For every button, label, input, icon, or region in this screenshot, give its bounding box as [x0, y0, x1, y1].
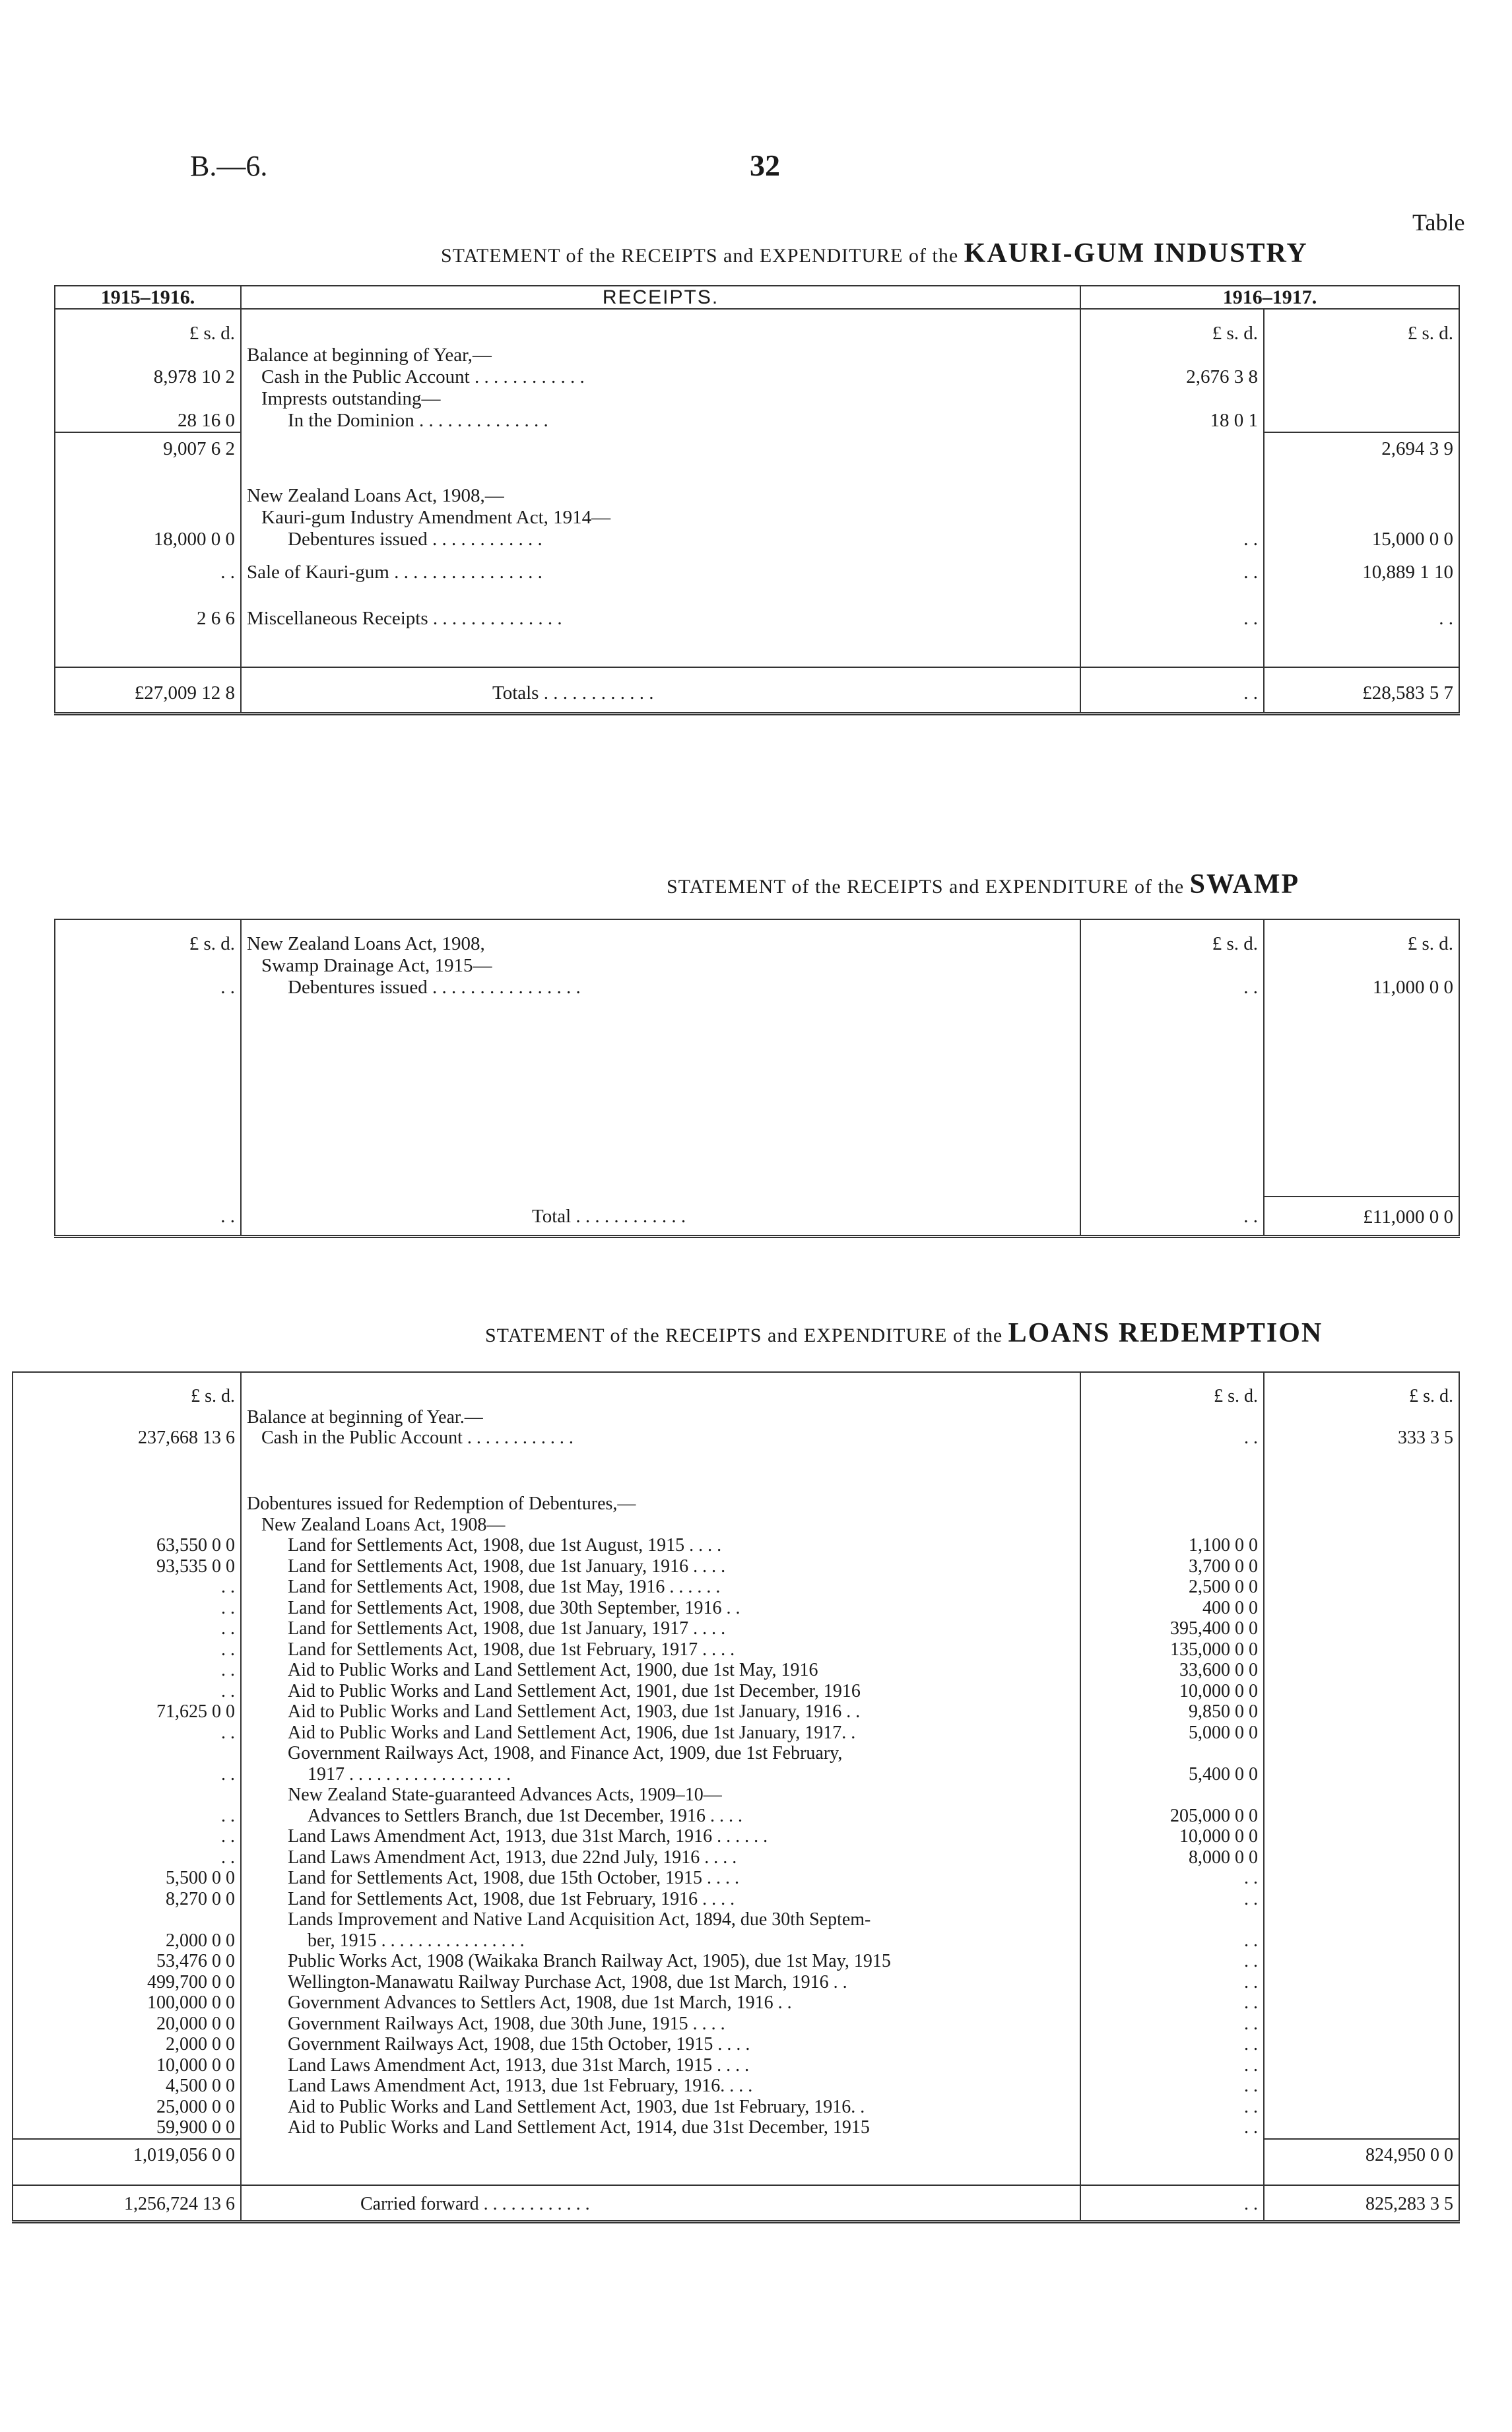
- total-left: £27,009 12 8: [55, 667, 241, 713]
- left-cell: [55, 955, 241, 977]
- table-row: [13, 1454, 1459, 1494]
- desc-cell: Cash in the Public Account . . . . . . . . . . . .: [261, 1428, 574, 1448]
- desc-cell: 1917 . . . . . . . . . . . . . . . . . .: [308, 1763, 511, 1785]
- desc-cell: Balance at beginning of Year.—: [247, 1406, 483, 1428]
- left-cell: [55, 388, 241, 410]
- desc-cell: Balance at beginning of Year,—: [247, 345, 492, 366]
- kauri-title-prefix: STATEMENT of the RECEIPTS and EXPENDITURE of the: [441, 245, 959, 267]
- left-cell: [55, 485, 241, 507]
- desc-cell: [241, 2139, 1080, 2185]
- left-cell: 10,000 0 0: [13, 2055, 241, 2076]
- right-cell: [1264, 345, 1459, 366]
- desc-cell: Government Railways Act, 1908, and Finance Act, 1909, due 1st February,: [288, 1743, 843, 1763]
- right-cell: [1264, 1577, 1459, 1598]
- desc-cell: Miscellaneous Receipts . . . . . . . . . . . . . .: [247, 608, 562, 629]
- left-cell: 63,550 0 0: [13, 1535, 241, 1556]
- desc-cell: [241, 432, 1080, 485]
- swamp-debentures: Debentures issued . . . . . . . . . . . . . . . .: [288, 977, 581, 998]
- desc-cell: Government Railways Act, 1908, due 30th June, 1915 . . . .: [288, 2013, 725, 2034]
- desc-cell: Aid to Public Works and Land Settlement Act, 1900, due 1st May, 1916: [288, 1660, 818, 1680]
- right-cell: [1264, 1598, 1459, 1619]
- mid-cell: [1080, 1515, 1264, 1536]
- mid-cell: . .: [1080, 1972, 1264, 1993]
- left-cell: 2,000 0 0: [13, 2034, 241, 2055]
- left-cell: . .: [13, 1723, 241, 1744]
- left-cell: 499,700 0 0: [13, 1972, 241, 1993]
- left-cell: . .: [13, 1639, 241, 1660]
- left-cell: 5,500 0 0: [13, 1868, 241, 1889]
- table-row: [13, 1743, 1459, 1764]
- left-cell: 1,019,056 0 0: [13, 2139, 241, 2185]
- left-cell: [13, 1909, 241, 1930]
- table-row: [13, 2097, 1459, 2118]
- units-left: £ s. d.: [55, 919, 241, 955]
- kauri-header-row: [55, 286, 1459, 309]
- right-cell: [1264, 388, 1459, 410]
- right-cell: [1264, 955, 1459, 977]
- table-row: [55, 955, 1459, 977]
- units-right: £ s. d.: [1407, 323, 1453, 344]
- table-row: [13, 1515, 1459, 1536]
- total-right: £28,583 5 7: [1264, 667, 1459, 713]
- mid-cell: 5,000 0 0: [1080, 1723, 1264, 1744]
- total-mid: . .: [1080, 2185, 1264, 2222]
- col-1916-1917: 1916–1917.: [1080, 286, 1459, 309]
- table-row: [55, 485, 1459, 507]
- left-cell: . .: [13, 1764, 241, 1785]
- mid-cell: [1080, 2139, 1264, 2185]
- table-row: [13, 1556, 1459, 1577]
- right-cell: [1264, 1806, 1459, 1827]
- table-row: [13, 1618, 1459, 1639]
- right-cell: 333 3 5: [1398, 1428, 1453, 1448]
- kauri-statement-title: [441, 238, 1308, 269]
- desc-cell: Land for Settlements Act, 1908, due 1st February, 1916 . . . .: [288, 1888, 735, 1909]
- table-row: [13, 1806, 1459, 1827]
- spacer-cell: [241, 1372, 1080, 1407]
- table-row: [55, 562, 1459, 608]
- mid-cell: . .: [1080, 2055, 1264, 2076]
- total-label: Totals . . . . . . . . . . . .: [241, 667, 1080, 713]
- desc-cell: [241, 999, 1080, 1197]
- right-cell: [1264, 366, 1459, 388]
- table-row: [55, 388, 1459, 410]
- desc-cell: ber, 1915 . . . . . . . . . . . . . . . .: [308, 1930, 525, 1951]
- units-left: £ s. d.: [55, 309, 241, 345]
- units-mid: £ s. d.: [1080, 1372, 1264, 1407]
- kauri-total-row: [55, 667, 1459, 713]
- desc-cell: [241, 1454, 1080, 1494]
- left-cell: [55, 999, 241, 1197]
- right-cell: [1264, 999, 1459, 1197]
- col-1915-1916: 1915–1916.: [55, 286, 241, 309]
- desc-cell: New Zealand Loans Act, 1908—: [261, 1514, 506, 1535]
- loans-carried-forward-row: [13, 2185, 1459, 2222]
- desc-cell: Aid to Public Works and Land Settlement Act, 1901, due 1st December, 1916: [288, 1680, 861, 1701]
- table-row: [55, 410, 1459, 432]
- mid-cell: . .: [1080, 529, 1264, 562]
- desc-cell: Land for Settlements Act, 1908, due 15th October, 1915 . . . .: [288, 1868, 739, 1888]
- mid-cell: . .: [1080, 2014, 1264, 2035]
- swamp-first-desc: New Zealand Loans Act, 1908,: [247, 933, 485, 954]
- left-cell: . .: [13, 1826, 241, 1847]
- units-right: £ s. d.: [1409, 1386, 1453, 1406]
- table-row: [13, 1889, 1459, 1910]
- desc-cell: Land for Settlements Act, 1908, due 1st May, 1916 . . . . . .: [288, 1577, 721, 1597]
- right-cell: [1264, 2034, 1459, 2055]
- swamp-total-row: [55, 1197, 1459, 1236]
- left-cell: [13, 1454, 241, 1494]
- left-cell: . .: [13, 1577, 241, 1598]
- left-cell: [13, 1515, 241, 1536]
- right-cell: [1264, 1972, 1459, 1993]
- left-cell: 18,000 0 0: [55, 529, 241, 562]
- left-cell: . .: [13, 1660, 241, 1681]
- desc-cell: Lands Improvement and Native Land Acquisition Act, 1894, due 30th Septem-: [288, 1909, 871, 1930]
- table-row: [13, 2055, 1459, 2076]
- right-cell: [1264, 2097, 1459, 2118]
- mid-cell: [1080, 1494, 1264, 1515]
- mid-cell: . .: [1080, 1951, 1264, 1972]
- table-row: [13, 1639, 1459, 1660]
- desc-cell: Cash in the Public Account . . . . . . . . . . . .: [261, 366, 585, 387]
- left-cell: 100,000 0 0: [13, 1992, 241, 2014]
- total-label: Total . . . . . . . . . . . .: [241, 1197, 1080, 1236]
- mid-cell: . .: [1080, 1930, 1264, 1952]
- total-mid: . .: [1080, 1197, 1264, 1236]
- left-cell: [13, 1785, 241, 1806]
- left-cell: . .: [13, 1847, 241, 1868]
- left-cell: . .: [13, 1598, 241, 1619]
- units-mid: £ s. d.: [1080, 309, 1264, 345]
- total-label: Carried forward . . . . . . . . . . . .: [241, 2185, 1080, 2222]
- table-row: [13, 1701, 1459, 1723]
- desc-cell: Land Laws Amendment Act, 1913, due 31st March, 1915 . . . .: [288, 2054, 750, 2076]
- left-cell: 53,476 0 0: [13, 1951, 241, 1972]
- right-cell: [1264, 1639, 1459, 1660]
- mid-cell: 2,676 3 8: [1080, 366, 1264, 388]
- swamp-title-prefix: STATEMENT of the RECEIPTS and EXPENDITURE of the: [667, 876, 1185, 898]
- mid-cell: 2,500 0 0: [1080, 1577, 1264, 1598]
- left-cell: . .: [55, 562, 241, 608]
- left-cell: [55, 507, 241, 529]
- mid-cell: 10,000 0 0: [1080, 1826, 1264, 1847]
- desc-cell: Aid to Public Works and Land Settlement Act, 1906, due 1st January, 1917. .: [288, 1722, 856, 1743]
- desc-cell: Debentures issued . . . . . . . . . . . .: [288, 529, 542, 550]
- table-row: [55, 345, 1459, 366]
- right-cell: 15,000 0 0: [1371, 529, 1453, 550]
- desc-cell: Land for Settlements Act, 1908, due 1st August, 1915 . . . .: [288, 1535, 722, 1556]
- mid-cell: [1080, 345, 1264, 366]
- left-cell: . .: [55, 977, 241, 999]
- table-row: [13, 1407, 1459, 1428]
- left-cell: [13, 1494, 241, 1515]
- mid-cell: . .: [1080, 2117, 1264, 2139]
- left-cell: 9,007 6 2: [55, 432, 241, 485]
- table-row: [13, 1972, 1459, 1993]
- right-cell: 824,950 0 0: [1264, 2139, 1459, 2185]
- left-cell: 4,500 0 0: [13, 2076, 241, 2097]
- swamp-statement-title: [667, 869, 1299, 900]
- desc-cell: Imprests outstanding—: [261, 388, 441, 409]
- table-row: [13, 1868, 1459, 1889]
- mid-cell: 400 0 0: [1080, 1598, 1264, 1619]
- desc-cell: New Zealand Loans Act, 1908,—: [247, 485, 504, 506]
- table-row: [13, 2014, 1459, 2035]
- table-row: [55, 366, 1459, 388]
- desc-cell: Sale of Kauri-gum . . . . . . . . . . . . . . . .: [247, 562, 542, 583]
- right-cell: [1264, 1889, 1459, 1910]
- units-row: [55, 309, 1459, 345]
- mid-cell: 3,700 0 0: [1080, 1556, 1264, 1577]
- table-row: [55, 977, 1459, 999]
- right-cell: [1264, 2117, 1459, 2139]
- left-cell: [13, 1743, 241, 1764]
- mid-cell: [1080, 1909, 1264, 1930]
- swamp-table: [54, 919, 1460, 1238]
- table-row: [13, 1428, 1459, 1454]
- desc-cell: Government Advances to Settlers Act, 1908, due 1st March, 1916 . .: [288, 1992, 792, 2013]
- loans-title-prefix: STATEMENT of the RECEIPTS and EXPENDITURE of the: [485, 1325, 1003, 1346]
- table-row: [13, 2117, 1459, 2139]
- mid-cell: [1080, 485, 1264, 507]
- table-row: [13, 1826, 1459, 1847]
- mid-cell: 395,400 0 0: [1080, 1618, 1264, 1639]
- right-cell: [1264, 1681, 1459, 1702]
- mid-cell: . .: [1080, 2034, 1264, 2055]
- right-cell: [1264, 1909, 1459, 1930]
- desc-cell: Land for Settlements Act, 1908, due 1st January, 1917 . . . .: [288, 1618, 726, 1639]
- mid-cell: 205,000 0 0: [1080, 1806, 1264, 1827]
- table-row: [13, 1764, 1459, 1785]
- spacer-cell: [241, 309, 1080, 345]
- mid-cell: [1080, 432, 1264, 485]
- desc-cell: Land Laws Amendment Act, 1913, due 22nd July, 1916 . . . .: [288, 1847, 737, 1868]
- right-cell: . .: [1439, 608, 1453, 629]
- right-cell: [1264, 507, 1459, 529]
- col-receipts: RECEIPTS.: [241, 286, 1080, 309]
- table-row: [13, 1723, 1459, 1744]
- right-cell: 11,000 0 0: [1372, 977, 1453, 998]
- left-cell: 25,000 0 0: [13, 2097, 241, 2118]
- left-cell: 59,900 0 0: [13, 2117, 241, 2139]
- desc-cell: Land Laws Amendment Act, 1913, due 31st March, 1916 . . . . . .: [288, 1826, 768, 1847]
- mid-cell: [1080, 999, 1264, 1197]
- mid-cell: [1080, 388, 1264, 410]
- page-number: 32: [750, 148, 780, 182]
- desc-cell: Government Railways Act, 1908, due 15th October, 1915 . . . .: [288, 2034, 750, 2054]
- table-row: [13, 1992, 1459, 2014]
- mid-cell: [1080, 1407, 1264, 1428]
- units-left: £ s. d.: [13, 1372, 241, 1407]
- mid-cell: 10,000 0 0: [1080, 1681, 1264, 1702]
- mid-cell: [1080, 955, 1264, 977]
- left-cell: 2,000 0 0: [13, 1930, 241, 1952]
- table-row: [13, 1847, 1459, 1868]
- table-row: [13, 1681, 1459, 1702]
- left-cell: 71,625 0 0: [13, 1701, 241, 1723]
- mid-cell: 135,000 0 0: [1080, 1639, 1264, 1660]
- desc-cell: New Zealand State-guaranteed Advances Acts, 1909–10—: [288, 1785, 722, 1805]
- mid-cell: . .: [1080, 562, 1264, 608]
- loans-redemption-table: [12, 1371, 1460, 2223]
- mid-cell: 33,600 0 0: [1080, 1660, 1264, 1681]
- mid-cell: 18 0 1: [1080, 410, 1264, 432]
- left-cell: 237,668 13 6: [13, 1428, 241, 1454]
- right-cell: [1264, 485, 1459, 507]
- left-cell: [13, 1407, 241, 1428]
- loans-statement-title: [485, 1317, 1323, 1349]
- right-cell: [1264, 1723, 1459, 1744]
- mid-cell: . .: [1080, 1992, 1264, 2014]
- right-cell: [1264, 1847, 1459, 1868]
- mid-cell: . .: [1080, 1889, 1264, 1910]
- right-cell: [1264, 2076, 1459, 2097]
- table-row: [55, 529, 1459, 562]
- table-row: [13, 1535, 1459, 1556]
- mid-cell: . .: [1080, 1868, 1264, 1889]
- table-row: [13, 1598, 1459, 1619]
- units-right: £ s. d.: [1407, 933, 1453, 954]
- right-cell: 2,694 3 9: [1264, 432, 1459, 485]
- desc-cell: Dobentures issued for Redemption of Debentures,—: [247, 1494, 636, 1514]
- right-cell: [1264, 1785, 1459, 1806]
- table-row: [13, 1951, 1459, 1972]
- table-row: [13, 2034, 1459, 2055]
- left-cell: 8,978 10 2: [55, 366, 241, 388]
- desc-cell: Land for Settlements Act, 1908, due 1st February, 1917 . . . .: [288, 1639, 735, 1660]
- total-right: 825,283 3 5: [1264, 2185, 1459, 2222]
- table-row: [55, 608, 1459, 667]
- swamp-title-bold: SWAMP: [1189, 869, 1299, 900]
- left-cell: . .: [13, 1618, 241, 1639]
- table-row: [13, 1660, 1459, 1681]
- desc-cell: Land for Settlements Act, 1908, due 30th September, 1916 . .: [288, 1597, 740, 1618]
- right-cell: [1264, 1951, 1459, 1972]
- desc-cell: Land for Settlements Act, 1908, due 1st January, 1916 . . . .: [288, 1556, 726, 1577]
- mid-cell: [1080, 507, 1264, 529]
- total-right: £11,000 0 0: [1264, 1197, 1459, 1236]
- right-cell: [1264, 1515, 1459, 1536]
- mid-cell: 1,100 0 0: [1080, 1535, 1264, 1556]
- right-cell: [1264, 1826, 1459, 1847]
- right-cell: [1264, 1992, 1459, 2014]
- mid-cell: . .: [1080, 608, 1264, 667]
- mid-cell: 8,000 0 0: [1080, 1847, 1264, 1868]
- mid-cell: 5,400 0 0: [1080, 1764, 1264, 1785]
- kauri-title-bold: KAURI-GUM INDUSTRY: [964, 238, 1308, 269]
- mid-cell: . .: [1080, 977, 1264, 999]
- subtotal-row: [13, 2139, 1459, 2185]
- desc-cell: Land Laws Amendment Act, 1913, due 1st February, 1916. . . .: [288, 2076, 753, 2096]
- table-row: [13, 1909, 1459, 1930]
- right-cell: [1264, 1660, 1459, 1681]
- right-cell: [1264, 1868, 1459, 1889]
- mid-cell: [1080, 1785, 1264, 1806]
- mid-cell: . .: [1080, 2097, 1264, 2118]
- desc-cell: Advances to Settlers Branch, due 1st December, 1916 . . . .: [308, 1805, 743, 1826]
- mid-cell: . .: [1080, 1428, 1264, 1454]
- desc-cell: Aid to Public Works and Land Settlement Act, 1914, due 31st December, 1915: [288, 2117, 870, 2138]
- right-cell: [1264, 1407, 1459, 1428]
- right-cell: [1264, 1701, 1459, 1723]
- right-cell: [1264, 410, 1459, 432]
- left-cell: 2 6 6: [55, 608, 241, 667]
- document-reference: B.—6.: [190, 150, 268, 182]
- mid-cell: [1080, 1743, 1264, 1764]
- mid-cell: [1080, 1454, 1264, 1494]
- desc-cell: In the Dominion . . . . . . . . . . . . . .: [288, 410, 548, 431]
- right-cell: [1264, 1618, 1459, 1639]
- right-cell: [1264, 1535, 1459, 1556]
- total-left: . .: [55, 1197, 241, 1236]
- total-left: 1,256,724 13 6: [13, 2185, 241, 2222]
- right-cell: [1264, 1764, 1459, 1785]
- table-row: [13, 1577, 1459, 1598]
- right-cell: [1264, 1556, 1459, 1577]
- units-mid: £ s. d.: [1080, 919, 1264, 955]
- left-cell: [55, 345, 241, 366]
- table-row: [13, 2076, 1459, 2097]
- desc-cell: Aid to Public Works and Land Settlement Act, 1903, due 1st January, 1916 . .: [288, 1701, 861, 1722]
- swamp-act: Swamp Drainage Act, 1915—: [261, 955, 492, 976]
- table-label: Table: [1412, 209, 1465, 236]
- subtotal-row: [55, 432, 1459, 485]
- total-mid: . .: [1080, 667, 1264, 713]
- loans-title-bold: LOANS REDEMPTION: [1008, 1318, 1323, 1348]
- loans-units-row: [13, 1372, 1459, 1407]
- swamp-units-row: [55, 919, 1459, 955]
- desc-cell: Wellington-Manawatu Railway Purchase Act, 1908, due 1st March, 1916 . .: [288, 1971, 847, 1992]
- right-cell: [1264, 1930, 1459, 1952]
- mid-cell: 9,850 0 0: [1080, 1701, 1264, 1723]
- left-cell: . .: [13, 1806, 241, 1827]
- desc-cell: Public Works Act, 1908 (Waikaka Branch Railway Act, 1905), due 1st May, 1915: [288, 1951, 891, 1971]
- mid-cell: . .: [1080, 2076, 1264, 2097]
- right-cell: 10,889 1 10: [1362, 562, 1453, 583]
- table-row: [55, 507, 1459, 529]
- right-cell: [1264, 2055, 1459, 2076]
- swamp-blank-space: [55, 999, 1459, 1197]
- left-cell: 20,000 0 0: [13, 2014, 241, 2035]
- right-cell: [1264, 1454, 1459, 1494]
- left-cell: . .: [13, 1681, 241, 1702]
- right-cell: [1264, 1494, 1459, 1515]
- table-row: [13, 1930, 1459, 1952]
- right-cell: [1264, 2014, 1459, 2035]
- desc-cell: Kauri-gum Industry Amendment Act, 1914—: [261, 507, 611, 528]
- left-cell: 8,270 0 0: [13, 1889, 241, 1910]
- desc-cell: Aid to Public Works and Land Settlement Act, 1903, due 1st February, 1916. .: [288, 2096, 865, 2117]
- kauri-gum-table: [54, 285, 1460, 715]
- right-cell: [1264, 1743, 1459, 1764]
- left-cell: 28 16 0: [55, 410, 241, 432]
- left-cell: 93,535 0 0: [13, 1556, 241, 1577]
- table-row: [13, 1785, 1459, 1806]
- table-row: [13, 1494, 1459, 1515]
